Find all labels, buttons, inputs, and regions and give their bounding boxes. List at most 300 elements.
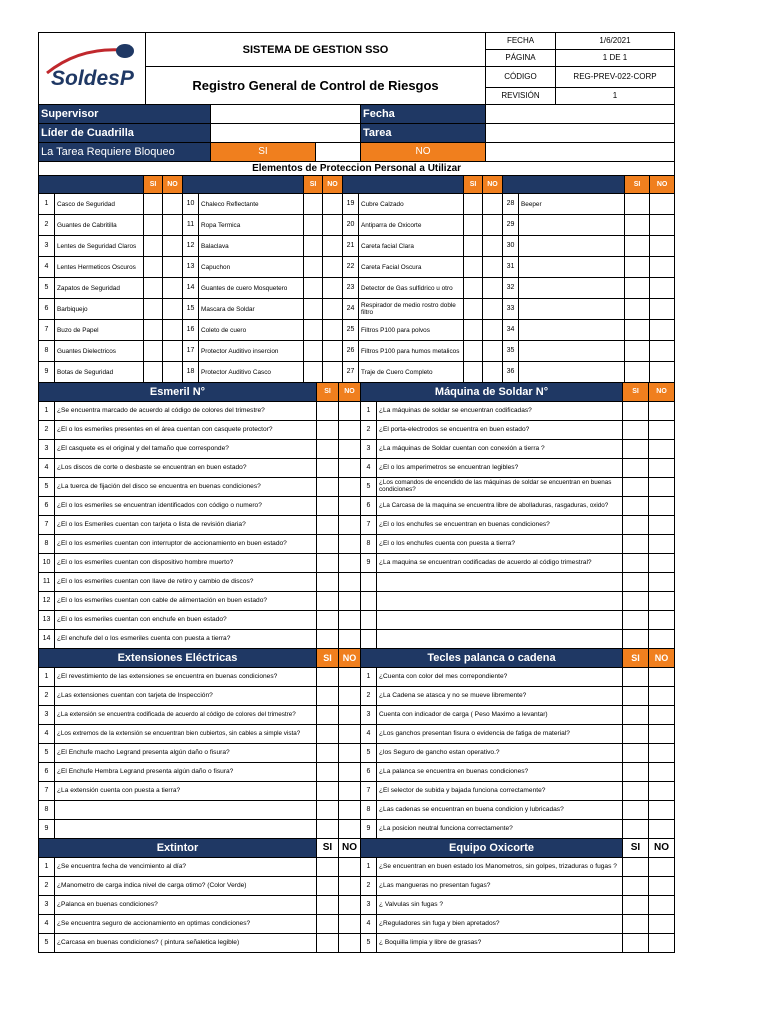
tecles-si-check[interactable] [623,801,649,820]
extensiones-no-check[interactable] [339,801,361,820]
extensiones-no-check[interactable] [339,725,361,744]
esmeril-si-check[interactable] [317,497,339,516]
epp-item-label [519,341,625,362]
epp-no-check[interactable] [483,320,503,341]
soldar-item-number: 9 [361,554,377,573]
tecles-si-check[interactable] [623,820,649,839]
esmeril-si-check[interactable] [317,630,339,649]
epp-no-check[interactable] [650,341,675,362]
epp-no-check[interactable] [323,257,343,278]
esmeril-no-check[interactable] [339,421,361,440]
tecles-title: Tecles palanca o cadena [361,649,623,668]
tecles-no-check[interactable] [649,763,675,782]
checklist-row [39,820,675,839]
oxicorte-no-check[interactable] [649,858,675,877]
soldar-si-check[interactable] [623,516,649,535]
checklist-row [39,915,675,934]
soldar-no-check[interactable] [649,516,675,535]
epp-si-check[interactable] [304,341,323,362]
epp-item-label: Balaclava [199,236,304,257]
epp-si-check[interactable] [144,320,163,341]
epp-no-check[interactable] [650,362,675,383]
esmeril-si-check[interactable] [317,459,339,478]
epp-row [39,236,675,257]
soldar-item-number: 8 [361,535,377,554]
epp-si-check[interactable] [304,236,323,257]
epp-no-check[interactable] [323,194,343,215]
checklist-row [39,877,675,896]
epp-si-check[interactable] [625,236,650,257]
epp-si-check[interactable] [304,215,323,236]
epp-si-check[interactable] [304,194,323,215]
epp-item-number: 29 [503,215,519,236]
tecles-si-check[interactable] [623,706,649,725]
epp-si-check[interactable] [625,215,650,236]
epp-item-label: Ropa Termica [199,215,304,236]
epp-si-check[interactable] [144,341,163,362]
extintor-si-check[interactable] [317,915,339,934]
oxicorte-item-number: 2 [361,877,377,896]
extintor-item-question: ¿Palanca en buenas condiciones? [55,896,317,915]
epp-item-label: Detector de Gas sulfidrico u otro [359,278,464,299]
extintor-item-question: ¿Se encuentra seguro de accionamiento en optimas condiciones? [55,915,317,934]
esmeril-si-check[interactable] [317,573,339,592]
epp-si-check[interactable] [464,341,483,362]
epp-item-number: 6 [39,299,55,320]
epp-si-check[interactable] [625,362,650,383]
bloqueo-label: La Tarea Requiere Bloqueo [39,143,211,162]
soldar-si-check[interactable] [623,459,649,478]
oxicorte-item-number: 1 [361,858,377,877]
epp-no-check[interactable] [323,320,343,341]
meta-value-pagina: 1 DE 1 [556,50,675,67]
epp-si-header: SI [304,176,323,194]
extintor-title: Extintor [39,839,317,858]
epp-si-check[interactable] [625,257,650,278]
tecles-no-check[interactable] [649,668,675,687]
epp-row [39,215,675,236]
epp-si-check[interactable] [464,320,483,341]
epp-item-number: 34 [503,320,519,341]
tecles-si-check[interactable] [623,763,649,782]
epp-si-check[interactable] [144,299,163,320]
extensiones-no-check[interactable] [339,820,361,839]
tecles-no-check[interactable] [649,725,675,744]
esmeril-item-question: ¿El o los esmeriles cuentan con enchufe en buen estado? [55,611,317,630]
epp-item-label: Botas de Seguridad [55,362,144,383]
oxicorte-si-check[interactable] [623,896,649,915]
epp-no-check[interactable] [163,215,183,236]
logo-text: SoldesP [51,67,134,90]
bloqueo-si-check[interactable] [316,143,361,162]
oxicorte-item-question: ¿ Boquilla limpia y libre de grasas? [377,934,623,953]
soldar-no-check[interactable] [649,592,675,611]
soldar-item-question: ¿El o los enchufes cuenta con puesta a tierra? [377,535,623,554]
oxicorte-item-number: 5 [361,934,377,953]
checklist-row [39,478,675,497]
epp-item-number: 16 [183,320,199,341]
soldar-si-check[interactable] [623,535,649,554]
extensiones-no-check[interactable] [339,687,361,706]
epp-si-check[interactable] [625,341,650,362]
extensiones-item-question: ¿Las extensiones cuentan con tarjeta de Inspección? [55,687,317,706]
checklist-row [39,592,675,611]
extensiones-si-check[interactable] [317,725,339,744]
extensiones-si-check[interactable] [317,801,339,820]
esmeril-item-number: 8 [39,535,55,554]
epp-item-label [519,236,625,257]
tecles-no-check[interactable] [649,706,675,725]
extensiones-item-question: ¿Los extremos de la extensión se encuentran bien cubiertos, sin cables a simple vista? [55,725,317,744]
epp-no-check[interactable] [650,278,675,299]
soldar-si-check[interactable] [623,630,649,649]
soldar-no-check[interactable] [649,611,675,630]
epp-si-check[interactable] [144,278,163,299]
esmeril-no-check[interactable] [339,497,361,516]
extintor-item-number: 2 [39,877,55,896]
esmeril-item-number: 10 [39,554,55,573]
esmeril-no-check[interactable] [339,611,361,630]
epp-si-check[interactable] [304,320,323,341]
bloqueo-no-check[interactable] [486,143,675,162]
epp-item-number: 1 [39,194,55,215]
epp-table [38,161,675,383]
tecles-item-number: 5 [361,744,377,763]
soldar-si-check[interactable] [623,497,649,516]
soldar-no-check[interactable] [649,440,675,459]
esmeril-si-check[interactable] [317,478,339,497]
epp-si-check[interactable] [304,257,323,278]
soldar-no-check[interactable] [649,535,675,554]
extintor-item-question: ¿Manometro de carga indica nivel de carga otimo? (Color Verde) [55,877,317,896]
esmeril-si-check[interactable] [317,440,339,459]
tecles-si-check[interactable] [623,668,649,687]
extintor-no-check[interactable] [339,877,361,896]
tecles-si-check[interactable] [623,725,649,744]
lider-field[interactable] [211,124,361,143]
epp-no-check[interactable] [650,236,675,257]
epp-no-check[interactable] [483,278,503,299]
extensiones-no-check[interactable] [339,744,361,763]
epp-no-check[interactable] [483,362,503,383]
tecles-no-check[interactable] [649,782,675,801]
esmeril-item-question: ¿La tuerca de fijación del disco se encuentra en buenas condiciones? [55,478,317,497]
esmeril-no-check[interactable] [339,592,361,611]
epp-no-check[interactable] [650,257,675,278]
epp-si-check[interactable] [464,236,483,257]
epp-si-check[interactable] [464,215,483,236]
epp-item-number: 19 [343,194,359,215]
epp-item-number: 24 [343,299,359,320]
extensiones-no-header: NO [339,649,361,668]
epp-row [39,278,675,299]
tecles-item-number: 8 [361,801,377,820]
epp-si-check[interactable] [464,299,483,320]
epp-no-check[interactable] [323,236,343,257]
esmeril-si-check[interactable] [317,402,339,421]
epp-no-check[interactable] [483,299,503,320]
epp-item-label [519,278,625,299]
tecles-no-check[interactable] [649,820,675,839]
epp-no-check[interactable] [483,236,503,257]
esmeril-no-check[interactable] [339,440,361,459]
epp-no-check[interactable] [650,194,675,215]
tecles-item-number: 1 [361,668,377,687]
epp-si-check[interactable] [144,236,163,257]
epp-item-number: 4 [39,257,55,278]
epp-si-check[interactable] [304,299,323,320]
esmeril-item-question: ¿Se encuentra marcado de acuerdo al código de colores del trimestre? [55,402,317,421]
epp-item-number: 32 [503,278,519,299]
soldar-item-question [377,573,623,592]
epp-no-check[interactable] [163,194,183,215]
soldar-si-header: SI [623,383,649,402]
epp-row [39,194,675,215]
epp-no-check[interactable] [163,362,183,383]
extintor-si-check[interactable] [317,896,339,915]
esmeril-no-check[interactable] [339,516,361,535]
epp-si-check[interactable] [464,362,483,383]
extintor-no-check[interactable] [339,915,361,934]
esmeril-no-check[interactable] [339,573,361,592]
soldar-item-number: 7 [361,516,377,535]
epp-no-check[interactable] [483,257,503,278]
extintor-no-check[interactable] [339,896,361,915]
checklist-row [39,706,675,725]
esmeril-si-check[interactable] [317,535,339,554]
esmeril-item-number: 1 [39,402,55,421]
extensiones-si-check[interactable] [317,820,339,839]
epp-si-check[interactable] [144,362,163,383]
extintor-no-check[interactable] [339,858,361,877]
fecha-field[interactable] [486,105,675,124]
extintor-no-header: NO [339,839,361,858]
epp-no-check[interactable] [163,236,183,257]
extintor-si-check[interactable] [317,934,339,953]
epp-item-number: 20 [343,215,359,236]
epp-no-check[interactable] [650,215,675,236]
checklist-row [39,402,675,421]
soldar-si-check[interactable] [623,611,649,630]
epp-no-check[interactable] [483,215,503,236]
checklist-row [39,554,675,573]
epp-item-label: Respirador de medio rostro doble filtro [359,299,464,320]
soldar-item-question: ¿La máquinas de Soldar cuentan con conexión a tierra ? [377,440,623,459]
soldar-no-check[interactable] [649,573,675,592]
extensiones-item-number: 4 [39,725,55,744]
tecles-si-check[interactable] [623,744,649,763]
soldar-si-check[interactable] [623,478,649,497]
oxicorte-si-check[interactable] [623,858,649,877]
epp-item-label: Protector Auditivo Casco [199,362,304,383]
soldar-no-check[interactable] [649,478,675,497]
esmeril-si-check[interactable] [317,554,339,573]
soldar-item-question: ¿La Carcasa de la maquina se encuentra libre de abolladuras, rasgaduras, oxido? [377,497,623,516]
oxicorte-no-check[interactable] [649,934,675,953]
epp-item-number: 21 [343,236,359,257]
soldar-item-number [361,630,377,649]
supervisor-field[interactable] [211,105,361,124]
esmeril-si-check[interactable] [317,421,339,440]
esmeril-no-check[interactable] [339,459,361,478]
tecles-si-check[interactable] [623,687,649,706]
esmeril-title: Esmeril N° [39,383,317,402]
extensiones-si-check[interactable] [317,706,339,725]
soldar-si-check[interactable] [623,421,649,440]
tarea-field[interactable] [486,124,675,143]
soldar-item-number [361,592,377,611]
epp-item-number: 27 [343,362,359,383]
extensiones-no-check[interactable] [339,668,361,687]
epp-si-check[interactable] [304,362,323,383]
oxicorte-no-check[interactable] [649,896,675,915]
soldar-no-check[interactable] [649,497,675,516]
epp-no-check[interactable] [163,257,183,278]
oxicorte-si-check[interactable] [623,877,649,896]
oxicorte-si-header: SI [623,839,649,858]
esmeril-si-check[interactable] [317,611,339,630]
esmeril-item-question: ¿El o los esmeriles cuentan con llave de retiro y cambio de discos? [55,573,317,592]
epp-title: Elementos de Proteccion Personal a Utilizar [39,162,675,176]
checklist-row [39,630,675,649]
epp-item-number: 36 [503,362,519,383]
extensiones-si-check[interactable] [317,763,339,782]
epp-no-check[interactable] [483,194,503,215]
soldar-no-check[interactable] [649,459,675,478]
epp-no-check[interactable] [163,341,183,362]
esmeril-item-number: 2 [39,421,55,440]
epp-row [39,362,675,383]
soldar-si-check[interactable] [623,402,649,421]
epp-item-label: Guantes Dielectricos [55,341,144,362]
epp-item-label: Filtros P100 para polvos [359,320,464,341]
tecles-item-question: ¿La Cadena se atasca y no se mueve libremente? [377,687,623,706]
tecles-si-check[interactable] [623,782,649,801]
esmeril-no-check[interactable] [339,630,361,649]
epp-item-number: 11 [183,215,199,236]
tecles-no-check[interactable] [649,801,675,820]
extensiones-si-check[interactable] [317,668,339,687]
epp-item-number: 12 [183,236,199,257]
meta-value-revision: 1 [556,88,675,105]
tecles-no-check[interactable] [649,744,675,763]
epp-si-check[interactable] [625,320,650,341]
epp-item-label: Lentes de Seguridad Claros [55,236,144,257]
epp-item-number: 31 [503,257,519,278]
epp-no-check[interactable] [650,320,675,341]
extensiones-si-header: SI [317,649,339,668]
extensiones-no-check[interactable] [339,782,361,801]
extensiones-si-check[interactable] [317,744,339,763]
tecles-no-check[interactable] [649,687,675,706]
epp-no-check[interactable] [323,299,343,320]
extintor-si-check[interactable] [317,858,339,877]
bloqueo-si-option[interactable]: SI [211,143,316,162]
extintor-si-header: SI [317,839,339,858]
epp-si-check[interactable] [304,278,323,299]
epp-item-label: Guantes de Cabritilla [55,215,144,236]
tecles-item-question: ¿Los ganchos presentan fisura o evidencia de fatiga de material? [377,725,623,744]
soldar-si-check[interactable] [623,592,649,611]
extensiones-no-check[interactable] [339,706,361,725]
soldar-no-header: NO [649,383,675,402]
soldar-si-check[interactable] [623,440,649,459]
meta-label-pagina: PÁGINA [486,50,556,67]
epp-si-check[interactable] [625,299,650,320]
esmeril-item-question: ¿El enchufe del o los esmeriles cuenta con puesta a tierra? [55,630,317,649]
soldar-item-number: 2 [361,421,377,440]
soldar-si-check[interactable] [623,554,649,573]
epp-no-check[interactable] [163,320,183,341]
soldar-no-check[interactable] [649,554,675,573]
extensiones-item-question: ¿El Enchufe macho Legrand presenta algún daño o fisura? [55,744,317,763]
epp-row [39,341,675,362]
epp-no-check[interactable] [163,299,183,320]
epp-row [39,320,675,341]
epp-si-check[interactable] [144,257,163,278]
epp-item-number: 33 [503,299,519,320]
epp-no-check[interactable] [163,278,183,299]
epp-si-check[interactable] [464,194,483,215]
esmeril-no-check[interactable] [339,402,361,421]
soldar-item-number: 5 [361,478,377,497]
epp-no-check[interactable] [650,299,675,320]
esmeril-si-header: SI [317,383,339,402]
oxicorte-no-check[interactable] [649,915,675,934]
epp-si-check[interactable] [144,215,163,236]
esmeril-no-check[interactable] [339,478,361,497]
esmeril-si-check[interactable] [317,592,339,611]
tecles-item-question: ¿La palanca se encuentra en buenas condiciones? [377,763,623,782]
epp-si-check[interactable] [625,278,650,299]
extintor-no-check[interactable] [339,934,361,953]
esmeril-item-number: 6 [39,497,55,516]
epp-no-check[interactable] [323,215,343,236]
esmeril-si-check[interactable] [317,516,339,535]
meta-label-revision: REVISIÓN [486,88,556,105]
soldar-no-check[interactable] [649,402,675,421]
epp-no-check[interactable] [323,278,343,299]
extintor-si-check[interactable] [317,877,339,896]
soldar-no-check[interactable] [649,630,675,649]
soldar-item-number: 3 [361,440,377,459]
epp-no-check[interactable] [323,362,343,383]
extensiones-no-check[interactable] [339,763,361,782]
oxicorte-si-check[interactable] [623,915,649,934]
oxicorte-si-check[interactable] [623,934,649,953]
epp-si-check[interactable] [144,194,163,215]
soldar-no-check[interactable] [649,421,675,440]
meta-label-codigo: CÓDIGO [486,67,556,88]
epp-si-check[interactable] [464,278,483,299]
epp-si-check[interactable] [464,257,483,278]
oxicorte-title: Equipo Oxicorte [361,839,623,858]
extensiones-si-check[interactable] [317,687,339,706]
epp-no-check[interactable] [483,341,503,362]
soldar-si-check[interactable] [623,573,649,592]
epp-item-label: Lentes Hermeticos Oscuros [55,257,144,278]
epp-si-check[interactable] [625,194,650,215]
esmeril-item-question: ¿El casquete es el original y del tamaño que corresponde? [55,440,317,459]
epp-group-header [183,176,304,194]
meta-value-fecha: 1/6/2021 [556,33,675,50]
epp-no-check[interactable] [323,341,343,362]
oxicorte-no-check[interactable] [649,877,675,896]
esmeril-no-check[interactable] [339,535,361,554]
bloqueo-no-option[interactable]: NO [361,143,486,162]
extensiones-si-check[interactable] [317,782,339,801]
esmeril-no-check[interactable] [339,554,361,573]
